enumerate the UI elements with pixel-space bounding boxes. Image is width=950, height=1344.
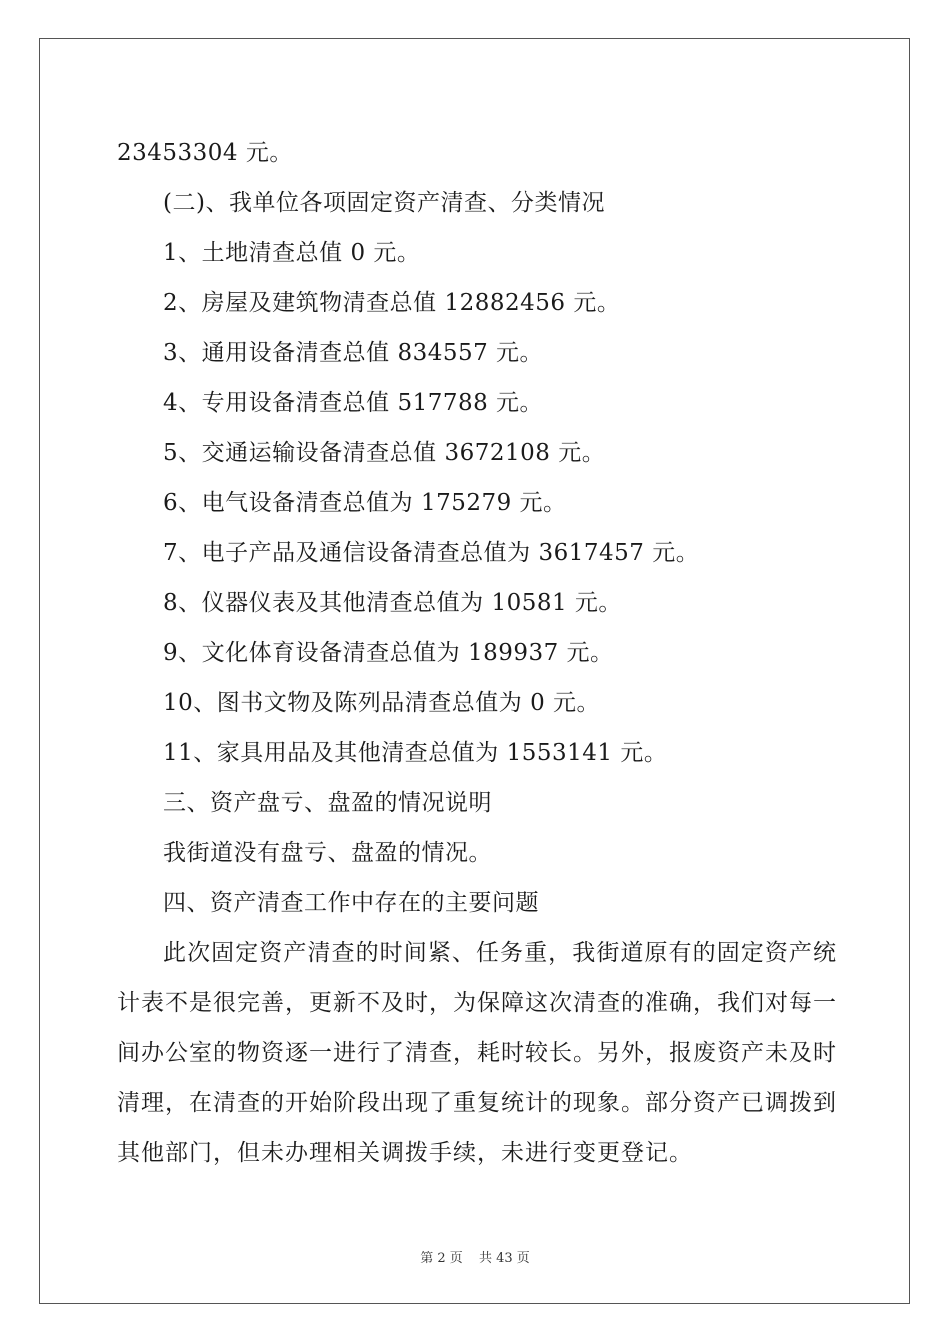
list-item-furniture: 11、家具用品及其他清查总值为 1553141 元。 xyxy=(163,740,668,766)
list-item-buildings: 2、房屋及建筑物清查总值 12882456 元。 xyxy=(163,290,621,316)
page-number: 第 2 页 xyxy=(420,1251,463,1266)
list-item-transport-equipment: 5、交通运输设备清查总值 3672108 元。 xyxy=(163,440,606,466)
list-item-books-relics: 10、图书文物及陈列品清查总值为 0 元。 xyxy=(163,690,601,716)
text-line-no-loss: 我街道没有盘亏、盘盈的情况。 xyxy=(163,840,492,866)
list-item-general-equipment: 3、通用设备清查总值 834557 元。 xyxy=(163,340,544,366)
list-item-electrical-equipment: 6、电气设备清查总值为 175279 元。 xyxy=(163,490,567,516)
problems-paragraph: 此次固定资产清查的时间紧、任务重，我街道原有的固定资产统计表不是很完善，更新不及时，为保障这次清查的准确，我们对每一间办公室的物资逐一进行了清查，耗时较长。另外，报废资产未及时清理，在清查的开始阶段出现了重复统计的现象。部分资产已调拨到其他部门，但未办理相关调拨手续，未进行变更登记。 xyxy=(117,940,837,1166)
section-heading-loss-gain: 三、资产盘亏、盘盈的情况说明 xyxy=(163,790,492,816)
list-item-special-equipment: 4、专用设备清查总值 517788 元。 xyxy=(163,390,544,416)
section-heading-problems: 四、资产清查工作中存在的主要问题 xyxy=(163,890,539,916)
page-footer xyxy=(0,1247,950,1266)
total-pages: 共 43 页 xyxy=(478,1251,530,1266)
section-heading-classification: (二)、我单位各项固定资产清查、分类情况 xyxy=(163,190,605,216)
list-item-instruments: 8、仪器仪表及其他清查总值为 10581 元。 xyxy=(163,590,622,616)
list-item-sports-equipment: 9、文化体育设备清查总值为 189937 元。 xyxy=(163,640,614,666)
text-line-total: 23453304 元。 xyxy=(117,140,293,166)
document-body xyxy=(117,128,837,1178)
list-item-land: 1、土地清查总值 0 元。 xyxy=(163,240,421,266)
list-item-electronics: 7、电子产品及通信设备清查总值为 3617457 元。 xyxy=(163,540,700,566)
